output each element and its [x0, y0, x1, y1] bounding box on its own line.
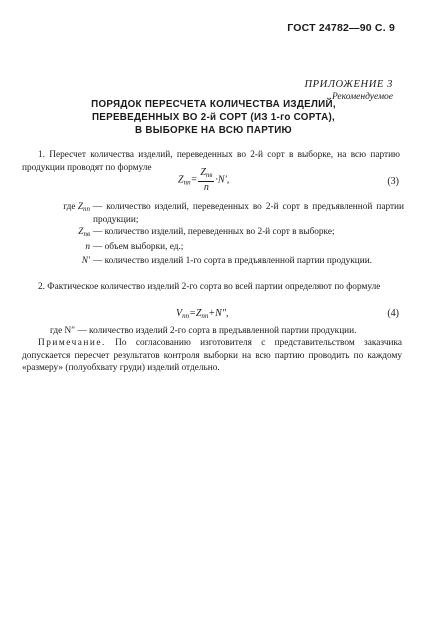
document-title [0, 98, 427, 137]
formula-4: $V_{пп}=Z_{пп}+N''$, [176, 308, 229, 320]
definitions-list [22, 201, 404, 270]
definition-item [22, 241, 404, 256]
note-paragraph [22, 337, 402, 375]
definition-item [22, 201, 404, 226]
equation-number-3: (3) [387, 176, 399, 187]
definition-symbol: n [85, 241, 90, 252]
definition-item [22, 226, 404, 241]
formula-4-lhs-sub: пп [182, 312, 190, 320]
note-label: Примечание. [38, 338, 106, 348]
where-word: где [63, 202, 78, 212]
formula-4-rhs: Z [195, 308, 202, 319]
definition-symbol-sub: пп [83, 205, 90, 213]
formula-3-numerator: Z [200, 167, 206, 178]
title-line: ПЕРЕВЕДЕННЫХ ВО 2-й СОРТ (ИЗ 1-го СОРТА), [91, 112, 336, 123]
formula-3-lhs-sub: пп [183, 178, 191, 187]
where-clause-2: где N″ — количество изделий 2-го сорта в предъявленной партии продукции. [50, 326, 357, 336]
definition-text: — количество изделий, переведенных во 2-й сорт в предъявленной партии продукции; [93, 202, 404, 225]
formula-3-lhs: Z [178, 174, 184, 186]
formula-4-rhs-sub: пп [201, 312, 209, 320]
formula-4-lhs: V [176, 308, 183, 319]
definition-text: — количество изделий, переведенных во 2-й сорт в выборке; [93, 227, 335, 237]
definition-symbol: N′ [81, 256, 90, 266]
paragraph-1: 1. Пересчет количества изделий, переведенных во 2-й сорт в выборке, на всю партию продукции проводят по формуле [22, 150, 400, 173]
equation-number-4: (4) [387, 308, 399, 319]
paragraph-2: 2. Фактическое количество изделий 2-го сорта во всей партии определяют по формуле [38, 282, 381, 292]
title-line: ПОРЯДОК ПЕРЕСЧЕТА КОЛИЧЕСТВА ИЗДЕЛИЙ, [91, 99, 336, 110]
formula-3-tail: ·N′, [215, 174, 230, 186]
title-line: В ВЫБОРКЕ НА ВСЮ ПАРТИЮ [135, 125, 292, 136]
page-header: ГОСТ 24782—90 С. 9 [287, 22, 395, 34]
formula-4-tail: +N″, [208, 308, 229, 319]
formula-3-fraction [198, 167, 214, 193]
definition-item [22, 255, 404, 270]
formula-3: $Z_{пп}=$ $\frac{Z_{пв}}{n}$ ·N′, [178, 167, 230, 193]
definition-text: — объем выборки, ед.; [93, 241, 184, 252]
appendix-title: ПРИЛОЖЕНИЕ 3 [304, 79, 393, 90]
formula-3-denominator: n [203, 182, 209, 193]
note-text: По согласованию изготовителя с представительством заказчика допускается пересчет результатов контроля выборки на всю партию проводить по каждому «размеру» (полуобхвату груди) изделий отдельно. [22, 338, 402, 373]
definition-text: — количество изделий 1-го сорта в предъявленной партии продукции. [93, 256, 373, 266]
appendix-subtitle: Рекомендуемое [331, 92, 393, 102]
formula-3-numerator-sub: пв [205, 171, 213, 179]
definition-symbol: Z [78, 227, 84, 237]
definition-symbol-sub: пв [83, 230, 90, 238]
definition-symbol: Z [77, 202, 83, 212]
